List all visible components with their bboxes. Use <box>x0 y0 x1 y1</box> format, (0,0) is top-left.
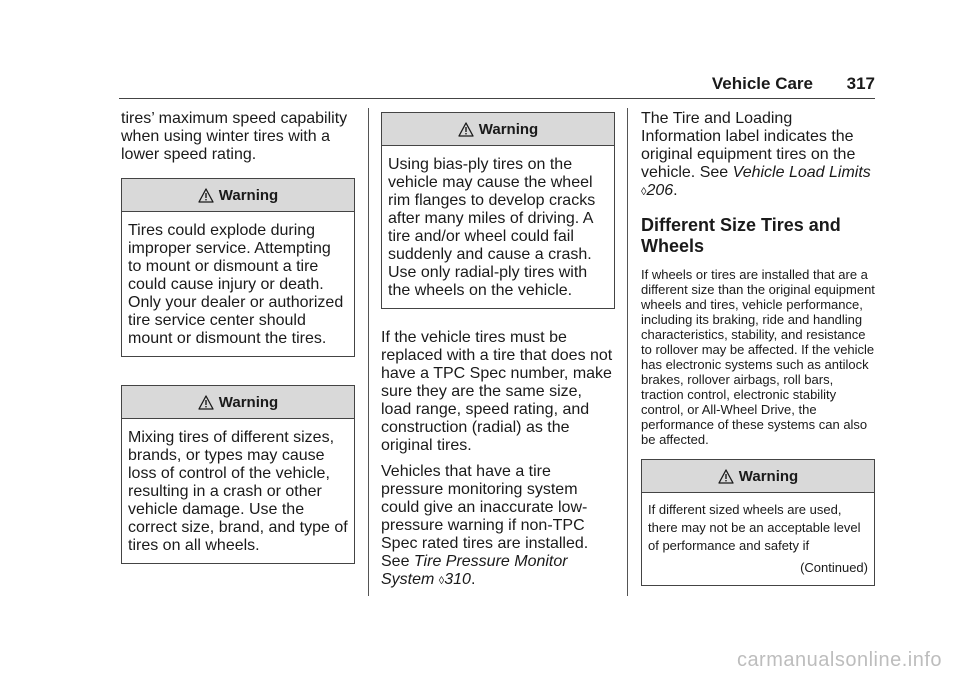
load-limits-period: . <box>673 182 678 199</box>
column-1 <box>121 110 355 564</box>
warning-title: Warning <box>218 393 279 411</box>
tire-label-text: The Tire and Loading Information label indicates the original equipment tires on the vehicle. See <box>641 110 856 181</box>
column-divider-2 <box>627 108 628 596</box>
warning-triangle-icon <box>198 188 214 203</box>
section-title: Vehicle Care <box>711 74 813 93</box>
intro-paragraph: tires’ maximum speed capability when using winter tires with a lower speed rating. <box>121 110 348 163</box>
load-limits-page-ref[interactable]: 206 <box>646 182 674 199</box>
different-size-paragraph: If wheels or tires are installed that are a different size than the original equipment wheels and tires, vehicle performance, including its braking, ride and handling characteristics, stability, and resistance to rollover may be affected. If the vehicle has electronic systems such as antilock brakes, rollover airbags, roll bars, traction control, electronic stability control, or All-Wheel Drive, the performance of these systems can also be affected. <box>641 267 875 447</box>
warning-box-different-size <box>641 459 875 586</box>
warning-box-bias-ply <box>381 112 615 309</box>
tpc-spec-paragraph: If the vehicle tires must be replaced with a tire that does not have a TPC Spec number, make sure they are the same size, load range, speed rating, and construction (radial) as the original tires. <box>381 329 613 454</box>
column-3 <box>641 110 875 586</box>
warning-triangle-icon <box>458 122 474 137</box>
continued-label: (Continued) <box>800 560 868 575</box>
tpms-page-ref[interactable]: 310 <box>444 571 471 588</box>
warning-body-text: If different sized wheels are used, there may not be an acceptable level of performance and safety if <box>648 502 861 553</box>
warning-body: Mixing tires of different sizes, brands, or types may cause loss of control of the vehicle, resulting in a crash or other vehicle damage. Use the correct size, brand, and type of tires on all wheels. <box>128 429 348 554</box>
warning-triangle-icon <box>718 469 734 484</box>
warning-header <box>122 386 354 419</box>
tpms-period: . <box>470 571 476 588</box>
load-limits-link[interactable]: Vehicle Load Limits <box>732 164 871 181</box>
tpms-paragraph <box>381 463 615 590</box>
warning-body: Tires could explode during improper service. Attempting to mount or dismount a tire could cause injury or death. Only your dealer or authorized tire service center should mount or dismount the tires. <box>128 222 344 347</box>
tire-label-paragraph <box>641 110 875 201</box>
warning-header <box>642 460 874 493</box>
warning-body <box>642 493 874 585</box>
warning-title: Warning <box>738 467 799 485</box>
column-divider-1 <box>368 108 369 596</box>
warning-triangle-icon <box>198 395 214 410</box>
page-number: 317 <box>846 74 875 93</box>
page-ref-icon: ◊ <box>641 186 647 198</box>
page-header <box>119 74 875 99</box>
watermark: carmanualsonline.info <box>736 649 942 671</box>
warning-title: Warning <box>478 120 539 138</box>
warning-header <box>382 113 614 146</box>
warning-body: Using bias-ply tires on the vehicle may cause the wheel rim flanges to develop cracks after many miles of driving. A tire and/or wheel could fail suddenly and cause a crash. Use only radial-ply tires with the wheels on the vehicle. <box>388 156 596 299</box>
warning-box-mixing <box>121 385 355 564</box>
warning-box-explode <box>121 178 355 357</box>
page-ref-icon: ◊ <box>438 575 445 587</box>
column-2 <box>381 112 615 590</box>
warning-header <box>122 179 354 212</box>
section-heading: Different Size Tires and Wheels <box>641 215 841 256</box>
tpms-link[interactable]: Tire Pressure Monitor System <box>381 553 568 588</box>
tpms-text: Vehicles that have a tire pressure monitoring system could give an inaccurate low-pressure warning if non-TPC Spec rated tires are installed. See <box>381 463 589 570</box>
warning-title: Warning <box>218 186 279 204</box>
